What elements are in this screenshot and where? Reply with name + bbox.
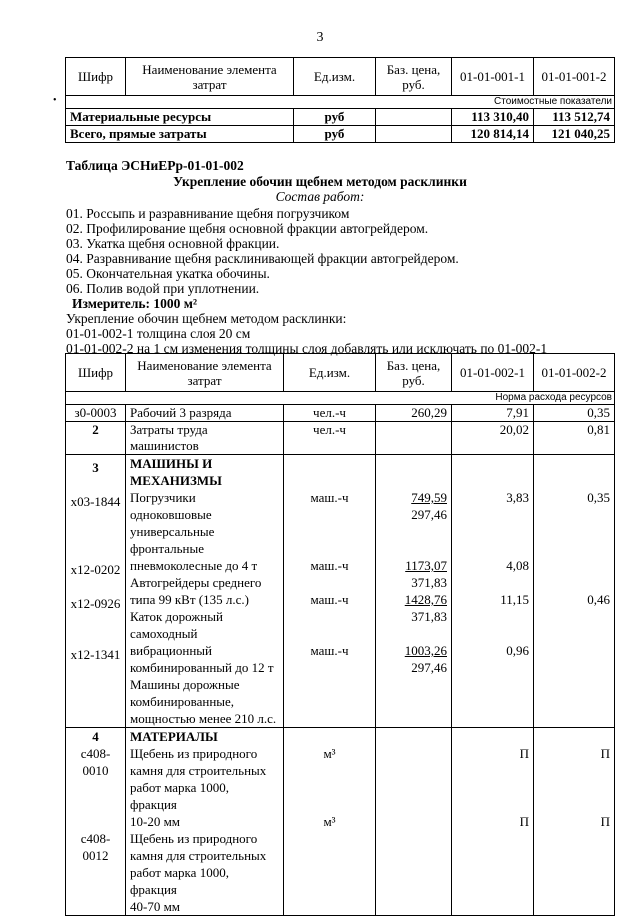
page-number: 3 xyxy=(316,30,324,45)
section-materials-codes xyxy=(66,728,126,916)
table-row-code: з0-0003 xyxy=(66,405,126,422)
section-materials-col-a xyxy=(452,728,534,916)
machine-name: универсальные xyxy=(130,524,215,539)
table-row-value: 7,91 xyxy=(452,405,534,422)
section-machines-units xyxy=(284,455,376,728)
machine-unit: маш.-ч xyxy=(310,558,349,573)
table-row-label: Материальные ресурсы xyxy=(66,109,294,126)
section-machines-names xyxy=(126,455,284,728)
machine-name: типа 99 кВт (135 л.с.) xyxy=(130,592,249,607)
machine-name: Погрузчики одноковшовые xyxy=(130,490,212,522)
header-col-a: 01-01-001-1 xyxy=(452,58,534,96)
section-materials-names xyxy=(126,728,284,916)
table-row-code: 2 xyxy=(66,422,126,455)
table-row-value: 113 512,74 xyxy=(534,109,615,126)
section-title: МАТЕРИАЛЫ xyxy=(130,729,218,744)
material-name: работ марка 1000, фракция xyxy=(130,780,229,812)
section-machines-col-a xyxy=(452,455,534,728)
table-row-name: Затраты труда машинистов xyxy=(126,422,284,455)
material-name: 10-20 мм xyxy=(130,814,181,829)
table-row-value: 20,02 xyxy=(452,422,534,455)
header-col-b: 01-01-002-2 xyxy=(534,354,615,392)
section-code: 4 xyxy=(92,729,99,744)
machine-name: комбинированный до 12 т xyxy=(130,660,274,675)
machine-price-secondary: 371,83 xyxy=(411,575,447,590)
machine-code: х03-1844 xyxy=(70,494,121,509)
section-machines-codes xyxy=(66,455,126,728)
material-unit: м³ xyxy=(323,746,336,761)
material-value: П xyxy=(600,746,610,761)
machine-value: 0,96 xyxy=(506,643,529,658)
machine-price: 1173,07 xyxy=(405,558,447,573)
header-price: Баз. цена, руб. xyxy=(376,58,452,96)
header-code: Шифр xyxy=(66,354,126,392)
header-col-b: 01-01-001-2 xyxy=(534,58,615,96)
machine-name: самоходный вибрационный xyxy=(130,626,212,658)
table-row-name: Рабочий 3 разряда xyxy=(126,405,284,422)
table-row-label: Всего, прямые затраты xyxy=(66,126,294,143)
table-row-value: 120 814,14 xyxy=(452,126,534,143)
table-row-unit: руб xyxy=(294,109,376,126)
machine-code: х12-1341 xyxy=(70,647,121,662)
machine-price: 749,59 xyxy=(411,490,447,505)
machine-unit: маш.-ч xyxy=(310,490,349,505)
table-row-price: 260,29 xyxy=(376,405,452,422)
list-item: 03. Укатка щебня основной фракции. xyxy=(66,236,280,251)
meter-label: Измеритель: 1000 м² xyxy=(72,296,198,311)
table-row-value: 121 040,25 xyxy=(534,126,615,143)
section-materials-units xyxy=(284,728,376,916)
list-item: 04. Разравнивание щебня расклинивающей фракции автогрейдером. xyxy=(66,251,459,266)
machine-value: 11,15 xyxy=(500,592,529,607)
section-code: 3 xyxy=(92,460,99,475)
table-title: Таблица ЭСНиЕРр-01-01-002 xyxy=(66,158,244,173)
list-item: 06. Полив водой при уплотнении. xyxy=(66,281,260,296)
machine-code: х12-0926 xyxy=(70,596,121,611)
machine-name: Автогрейдеры среднего xyxy=(130,575,262,590)
machine-unit: маш.-ч xyxy=(310,592,349,607)
composition-title: Состав работ: xyxy=(275,189,365,204)
table-row-unit: чел.-ч xyxy=(284,422,376,455)
machine-value: 0,46 xyxy=(587,592,610,607)
header-unit: Ед.изм. xyxy=(284,354,376,392)
header-name: Наименование элемента затрат xyxy=(126,58,294,96)
list-item: 01. Россыпь и разравнивание щебня погрузчиком xyxy=(66,206,350,221)
cost-indicators-note: Стоимостные показатели xyxy=(66,96,615,109)
machine-code: х12-0202 xyxy=(70,562,121,577)
section-machines-prices xyxy=(376,455,452,728)
description-line: Укрепление обочин щебнем методом расклинки: xyxy=(66,311,347,326)
description-line: 01-01-002-2 на 1 см изменения толщины слоя добавлять или исключать по 01-002-1 xyxy=(66,341,548,356)
table-subtitle: Укрепление обочин щебнем методом расклинки xyxy=(173,174,467,189)
table-row-value: 0,81 xyxy=(534,422,615,455)
machine-value: 3,83 xyxy=(506,490,529,505)
material-name: работ марка 1000, фракция xyxy=(130,865,229,897)
material-name: Щебень из природного xyxy=(130,746,258,761)
steps-list xyxy=(66,206,626,356)
table-row-unit: руб xyxy=(294,126,376,143)
material-unit: м³ xyxy=(323,814,336,829)
machine-price-secondary: 371,83 xyxy=(411,609,447,624)
top-table xyxy=(65,57,615,143)
material-name: Щебень из природного xyxy=(130,831,258,846)
machine-price: 1003,26 xyxy=(404,643,447,658)
table-row-value: 113 310,40 xyxy=(452,109,534,126)
machine-unit: маш.-ч xyxy=(310,643,349,658)
norm-note: Норма расхода ресурсов xyxy=(66,392,615,405)
material-value: П xyxy=(600,814,610,829)
material-code: с408-0010 xyxy=(80,746,111,778)
machine-name: комбинированные, xyxy=(130,694,235,709)
machine-value: 0,35 xyxy=(587,490,610,505)
machine-price: 1428,76 xyxy=(404,592,447,607)
header-price: Баз. цена, руб. xyxy=(376,354,452,392)
list-item: 02. Профилирование щебня основной фракции автогрейдером. xyxy=(66,221,429,236)
material-name: камня для строительных xyxy=(130,763,267,778)
section-title: МАШИНЫ И xyxy=(130,456,213,471)
table-row-unit: чел.-ч xyxy=(284,405,376,422)
machine-name: Машины дорожные xyxy=(130,677,240,692)
material-value: П xyxy=(519,814,529,829)
machine-name: фронтальные xyxy=(130,541,204,556)
header-unit: Ед.изм. xyxy=(294,58,376,96)
machine-value: 4,08 xyxy=(506,558,529,573)
material-name: 40-70 мм xyxy=(130,899,181,914)
description-line: 01-01-002-1 толщина слоя 20 см xyxy=(66,326,251,341)
machine-price-secondary: 297,46 xyxy=(411,660,447,675)
header-col-a: 01-01-002-1 xyxy=(452,354,534,392)
machine-price-secondary: 297,46 xyxy=(411,507,447,522)
material-code: с408-0012 xyxy=(80,831,111,863)
header-name: Наименование элемента затрат xyxy=(126,354,284,392)
material-value: П xyxy=(519,746,529,761)
machine-name: мощностью менее 210 л.с. xyxy=(130,711,277,726)
machine-name: Каток дорожный xyxy=(130,609,223,624)
stray-dot: • xyxy=(53,95,57,106)
section-machines-col-b xyxy=(534,455,615,728)
main-table xyxy=(65,353,615,916)
header-code: Шифр xyxy=(66,58,126,96)
material-name: камня для строительных xyxy=(130,848,267,863)
list-item: 05. Окончательная укатка обочины. xyxy=(66,266,270,281)
machine-name: пневмоколесные до 4 т xyxy=(130,558,258,573)
section-title: МЕХАНИЗМЫ xyxy=(130,473,222,488)
section-materials-col-b xyxy=(534,728,615,916)
table-row-value: 0,35 xyxy=(534,405,615,422)
